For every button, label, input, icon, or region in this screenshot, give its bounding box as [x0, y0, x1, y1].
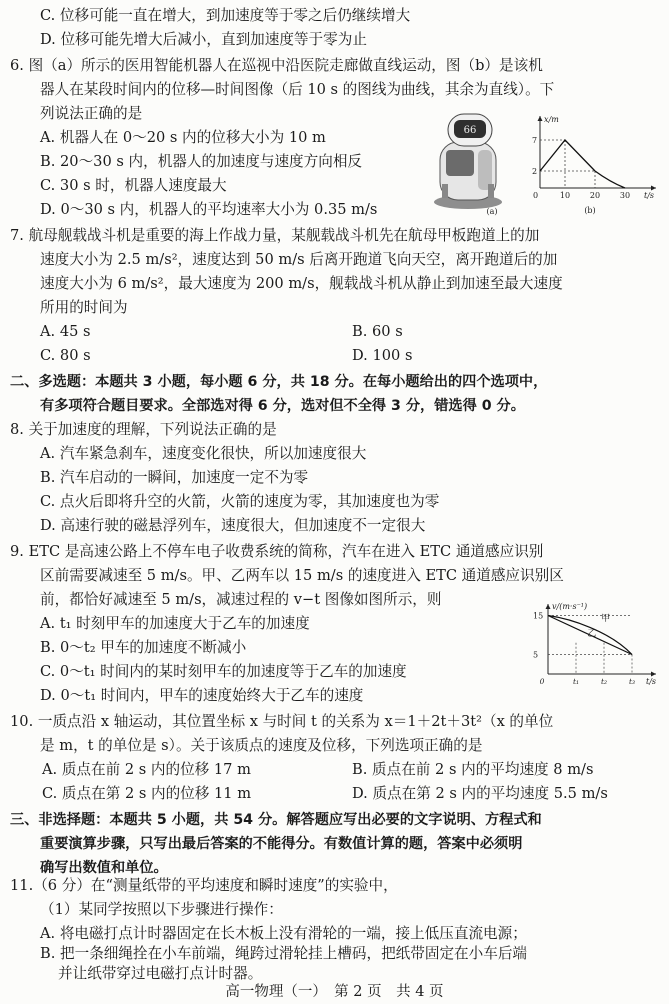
q7-stem-3: 速度大小为 6 m/s²，最大速度为 200 m/s，舰载战斗机从静止到加速至最大速度 [40, 275, 563, 292]
q11-step-b-2: 并让纸带穿过电磁打点计时器。 [58, 965, 263, 982]
vt-xtick-2: t₂ [600, 677, 608, 686]
robot-display-text: 66 [463, 125, 477, 136]
q11-step-a: A. 将电磁打点计时器固定在长木板上没有滑轮的一端，接上低压直流电源； [40, 925, 527, 942]
page-footer: 高一物理（一） 第 2 页 共 4 页 [225, 984, 444, 1000]
q10-stem-2: 是 m，t 的单位是 s）。关于该质点的速度及位移，下列选项正确的是 [40, 737, 483, 754]
vt-ytick-15: 15 [533, 611, 544, 621]
q7-option-d: D. 100 s [352, 347, 413, 364]
q7-option-b: B. 60 s [352, 323, 403, 340]
xt-line-segment [540, 140, 595, 171]
xt-ylabel: x/m [544, 115, 559, 124]
vt-ytick-5: 5 [533, 650, 539, 660]
q6-option-d: D. 0～30 s 内，机器人的平均速率大小为 0.35 m/s [40, 201, 378, 218]
section-3-heading-2: 重要演算步骤，只写出最后答案的不能得分。有数值计算的题，答案中必须明 [40, 836, 523, 852]
q9-option-b: B. 0～t₂ 甲车的加速度不断减小 [40, 639, 247, 656]
vt-series-0-label: 甲 [601, 613, 611, 624]
xt-xtick-10: 10 [559, 191, 571, 200]
q6-stem-1: 6. 图（a）所示的医用智能机器人在巡视中沿医院走廊做直线运动，图（b）是该机 [10, 57, 543, 74]
vt-series-1-label: 乙 [587, 629, 597, 640]
q7-stem-1: 7. 航母舰载战斗机是重要的海上作战力量，某舰载战斗机先在航母甲板跑道上的加 [10, 227, 540, 244]
section-2-heading-1: 二、多选题：本题共 3 小题，每小题 6 分，共 18 分。在每小题给出的四个选项中， [10, 374, 548, 390]
vt-xtick-1: t₁ [572, 677, 580, 686]
q10-option-b: B. 质点在前 2 s 内的平均速度 8 m/s [352, 761, 594, 778]
xt-xtick-20: 20 [589, 191, 601, 200]
q10-stem-1: 10. 一质点沿 x 轴运动，其位置坐标 x 与时间 t 的关系为 x＝1＋2t＋3t²（x 的单位 [10, 713, 554, 730]
section-3-heading-3: 确写出数值和单位。 [40, 860, 168, 876]
q9-option-d: D. 0～t₁ 时间内，甲车的速度始终大于乙车的速度 [40, 687, 364, 704]
q10-option-d: D. 质点在第 2 s 内的平均速度 5.5 m/s [352, 785, 608, 802]
q6-stem-2: 器人在某段时间内的位移—时间图像（后 10 s 的图线为曲线，其余为直线）。下 [40, 81, 555, 98]
q8-option-d: D. 高速行驶的磁悬浮列车，速度很大，但加速度不一定很大 [40, 517, 426, 534]
xt-ytick-2: 2 [532, 167, 538, 176]
xt-xtick-0: 0 [533, 191, 539, 200]
xt-curve-segment [595, 171, 625, 188]
xt-graph [528, 112, 660, 216]
vt-xtick-3: t₃ [628, 677, 636, 686]
vt-xtick-0: 0 [539, 677, 545, 686]
q8-option-c: C. 点火后即将升空的火箭，火箭的速度为零，其加速度也为零 [40, 493, 440, 510]
q8-option-a: A. 汽车紧急刹车，速度变化很快，所以加速度很大 [40, 445, 367, 462]
q5-option-d: D. 位移可能先增大后减小，直到加速度等于零为止 [40, 31, 367, 48]
vt-chart [528, 600, 662, 686]
q6-option-b: B. 20～30 s 内，机器人的加速度与速度方向相反 [40, 153, 363, 170]
fig-b-label: (b) [584, 206, 596, 215]
q11-part-1: （1）某同学按照以下步骤进行操作： [40, 901, 283, 918]
q7-option-a: A. 45 s [40, 323, 91, 340]
q6-option-a: A. 机器人在 0～20 s 内的位移大小为 10 m [40, 129, 326, 146]
q9-stem-2: 区前需要减速至 5 m/s。甲、乙两车以 15 m/s 的速度进入 ETC 通道感应识别区 [40, 567, 564, 584]
fig-a-label: (a) [486, 207, 498, 216]
q7-option-c: C. 80 s [40, 347, 91, 364]
q7-stem-2: 速度大小为 2.5 m/s²，速度达到 50 m/s 后离开跑道飞向天空，离开跑道后的加 [40, 251, 558, 268]
q9-stem-1: 9. ETC 是高速公路上不停车电子收费系统的简称，汽车在进入 ETC 通道感应识别 [10, 543, 544, 560]
xt-xlabel: t/s [644, 191, 655, 200]
xt-ytick-7: 7 [532, 136, 538, 145]
q11-stem: 11.（6 分）在“测量纸带的平均速度和瞬时速度”的实验中， [10, 877, 398, 894]
q5-option-c: C. 位移可能一直在增大，到加速度等于零之后仍继续增大 [40, 7, 411, 24]
xt-xtick-30: 30 [619, 191, 631, 200]
robot-figure [428, 106, 524, 216]
vt-ylabel: v/(m·s⁻¹) [552, 602, 588, 611]
q7-stem-4: 所用的时间为 [40, 299, 128, 316]
q8-option-b: B. 汽车启动的一瞬间，加速度一定不为零 [40, 469, 309, 486]
q9-option-a: A. t₁ 时刻甲车的加速度大于乙车的加速度 [40, 615, 310, 632]
q10-option-a: A. 质点在前 2 s 内的位移 17 m [42, 761, 251, 778]
q11-step-b-1: B. 把一条细绳拴在小车前端，绳跨过滑轮挂上槽码，把纸带固定在小车后端 [40, 945, 528, 962]
q10-option-c: C. 质点在第 2 s 内的位移 11 m [42, 785, 252, 802]
q8-stem: 8. 关于加速度的理解，下列说法正确的是 [10, 421, 277, 438]
q6-stem-3: 列说法正确的是 [40, 105, 143, 122]
q9-option-c: C. 0～t₁ 时间内的某时刻甲车的加速度等于乙车的加速度 [40, 663, 407, 680]
section-3-heading-1: 三、非选择题：本题共 5 小题，共 54 分。解答题应写出必要的文字说明、方程式和 [10, 812, 542, 828]
vt-xlabel: t/s [646, 677, 657, 686]
section-2-heading-2: 有多项符合题目要求。全部选对得 6 分，选对但不全得 3 分，错选得 0 分。 [40, 398, 525, 414]
q9-stem-3: 前，都恰好减速至 5 m/s，减速过程的 v−t 图像如图所示，则 [40, 591, 442, 608]
q6-option-c: C. 30 s 时，机器人速度最大 [40, 177, 227, 194]
